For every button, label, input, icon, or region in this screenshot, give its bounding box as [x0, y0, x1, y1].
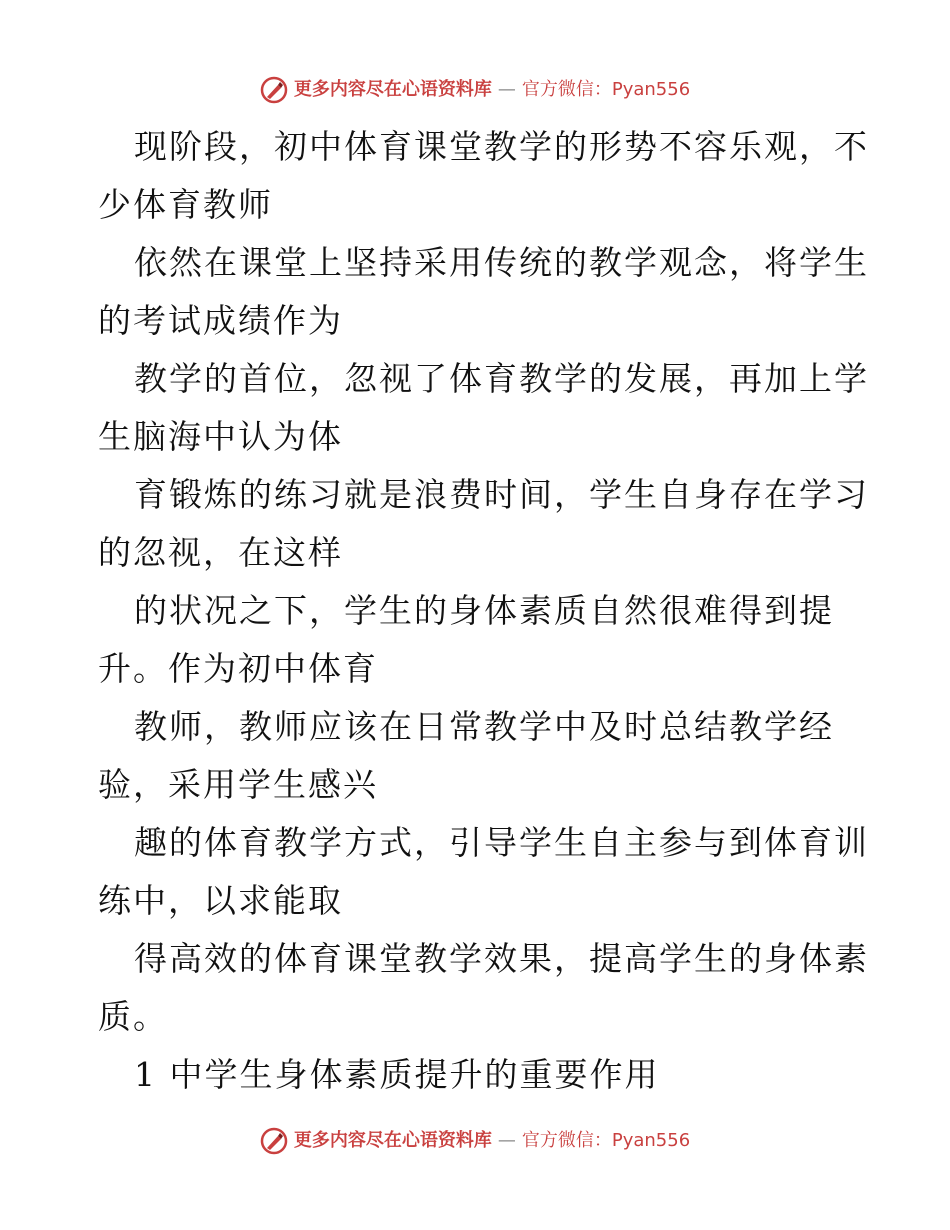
- paragraph-line: 验，采用学生感兴: [98, 765, 378, 804]
- paragraph-line: 质。: [98, 997, 168, 1036]
- paragraph: [98, 350, 869, 466]
- paragraph-line: 升。作为初中体育: [98, 649, 378, 688]
- paragraph: [98, 234, 869, 350]
- paragraph-line: 依然在课堂上坚持采用传统的教学观念，将学生: [134, 243, 869, 282]
- contact-text: 官方微信：Pyan556: [521, 79, 691, 100]
- paragraph-line: 得高效的体育课堂教学效果，提高学生的身体素: [134, 939, 869, 978]
- paragraph-line: 练中，以求能取: [98, 881, 343, 920]
- document-body: [98, 118, 869, 1104]
- header-banner: [0, 76, 950, 104]
- section-heading-text: 1 中学生身体素质提升的重要作用: [134, 1055, 660, 1094]
- banner-dash: —: [497, 79, 516, 100]
- pen-circle-icon: [260, 1127, 288, 1155]
- paragraph: [98, 466, 869, 582]
- paragraph-line: 教学的首位，忽视了体育教学的发展，再加上学: [134, 359, 869, 398]
- paragraph-line: 的状况之下，学生的身体素质自然很难得到提: [134, 591, 834, 630]
- contact-text: 官方微信：Pyan556: [521, 1130, 691, 1151]
- section-heading: [98, 1046, 858, 1104]
- banner-dash: —: [497, 1130, 516, 1151]
- paragraph-line: 现阶段，初中体育课堂教学的形势不容乐观，不: [134, 127, 869, 166]
- paragraph: [98, 930, 869, 1046]
- brand-text: 更多内容尽在心语资料库: [293, 1130, 492, 1151]
- paragraph-line: 育锻炼的练习就是浪费时间，学生自身存在学习: [134, 475, 869, 514]
- paragraph-line: 的考试成绩作为: [98, 301, 343, 340]
- brand-text: 更多内容尽在心语资料库: [293, 79, 492, 100]
- paragraph-line: 的忽视，在这样: [98, 533, 343, 572]
- paragraph: [98, 118, 869, 234]
- paragraph: [98, 698, 858, 814]
- paragraph-line: 趣的体育教学方式，引导学生自主参与到体育训: [134, 823, 869, 862]
- paragraph-line: 少体育教师: [98, 185, 273, 224]
- paragraph-line: 教师，教师应该在日常教学中及时总结教学经: [134, 707, 834, 746]
- paragraph: [98, 814, 869, 930]
- paragraph: [98, 582, 858, 698]
- paragraph-line: 生脑海中认为体: [98, 417, 343, 456]
- footer-banner: [0, 1127, 950, 1155]
- pen-circle-icon: [260, 76, 288, 104]
